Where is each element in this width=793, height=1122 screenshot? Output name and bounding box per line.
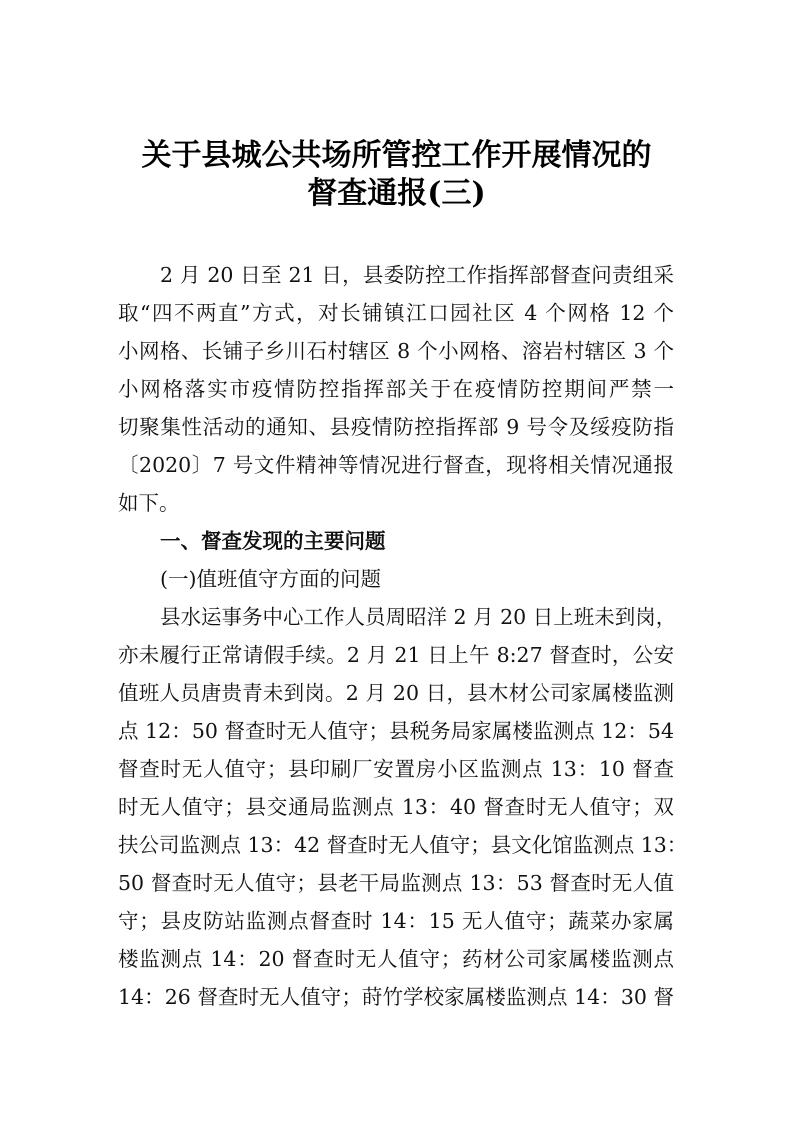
body-line: 楼监测点 14：20 督查时无人值守；药材公司家属楼监测点 (118, 947, 674, 971)
intro-line: 2 月 20 日至 21 日，县委防控工作指挥部督查问责组采 (160, 263, 674, 287)
body-line: 14：26 督查时无人值守；莳竹学校家属楼监测点 14：30 督 (118, 985, 674, 1009)
body-line: 县水运事务中心工作人员周昭洋 2 月 20 日上班未到岗， (160, 605, 677, 629)
intro-line: 切聚集性活动的通知、县疫情防控指挥部 9 号令及绥疫防指 (118, 415, 674, 439)
body-line: 扶公司监测点 13：42 督查时无人值守；县文化馆监测点 13： (118, 833, 688, 857)
body-line: 守；县皮防站监测点督查时 14：15 无人值守；蔬菜办家属 (118, 909, 674, 933)
section-heading: 一、督查发现的主要问题 (160, 529, 386, 553)
body-line: 亦未履行正常请假手续。2 月 21 日上午 8:27 督查时，公安 (118, 643, 674, 667)
intro-line: 小网格落实市疫情防控指挥部关于在疫情防控期间严禁一 (118, 377, 674, 401)
document-title-line-1: 关于县城公共场所管控工作开展情况的 (141, 138, 652, 173)
body-line: 值班人员唐贵青未到岗。2 月 20 日，县木材公司家属楼监测 (118, 681, 674, 705)
body-line: 点 12：50 督查时无人值守；县税务局家属楼监测点 12：54 (118, 719, 674, 743)
intro-line: 小网格、长铺子乡川石村辖区 8 个小网格、溶岩村辖区 3 个 (118, 339, 674, 363)
intro-line: 取“四不两直”方式，对长铺镇江口园社区 4 个网格 12 个 (118, 301, 674, 325)
body-line: 50 督查时无人值守；县老干局监测点 13：53 督查时无人值 (118, 871, 674, 895)
document-title-line-2: 督查通报(三) (307, 176, 486, 211)
body-line: 时无人值守；县交通局监测点 13：40 督查时无人值守；双 (118, 795, 674, 819)
body-line: 督查时无人值守；县印刷厂安置房小区监测点 13：10 督查 (118, 757, 674, 781)
intro-line: 如下。 (118, 491, 180, 515)
subsection-heading: (一)值班值守方面的问题 (160, 567, 381, 591)
intro-line: 〔2020〕7 号文件精神等情况进行督查，现将相关情况通报 (118, 453, 674, 477)
